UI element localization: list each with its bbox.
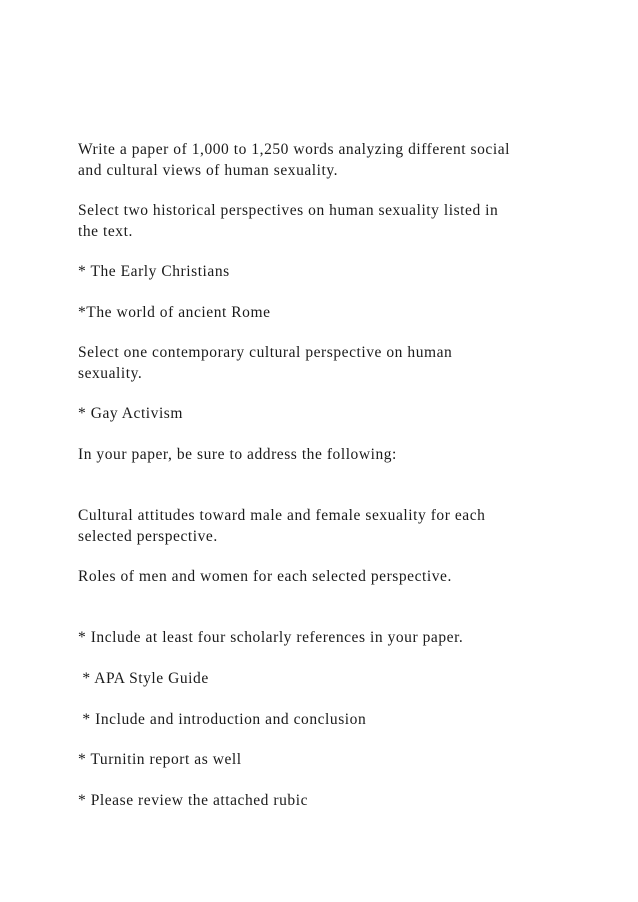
paragraph-address-intro: In your paper, be sure to address the following: xyxy=(78,446,397,463)
bullet-rubric: * Please review the attached rubic xyxy=(78,792,309,809)
bullet-early-christians: * The Early Christians xyxy=(78,263,230,280)
paragraph-3-line-1: Select one contemporary cultural perspective on human xyxy=(78,344,453,361)
paragraph-2-line-2: the text. xyxy=(78,223,133,240)
bullet-gay-activism: * Gay Activism xyxy=(78,405,183,422)
paragraph-1-line-1: Write a paper of 1,000 to 1,250 words analyzing different social xyxy=(78,141,511,158)
paragraph-roles: Roles of men and women for each selected perspective. xyxy=(78,568,452,585)
bullet-turnitin: * Turnitin report as well xyxy=(78,751,242,768)
paragraph-2-line-1: Select two historical perspectives on human sexuality listed in xyxy=(78,202,499,219)
paragraph-4-line-1: Cultural attitudes toward male and female sexuality for each xyxy=(78,507,486,524)
paragraph-1-line-2: and cultural views of human sexuality. xyxy=(78,162,339,179)
paragraph-4-line-2: selected perspective. xyxy=(78,528,218,545)
bullet-scholarly-references: * Include at least four scholarly references in your paper. xyxy=(78,629,464,646)
paragraph-3-line-2: sexuality. xyxy=(78,365,143,382)
bullet-ancient-rome: *The world of ancient Rome xyxy=(78,304,271,321)
bullet-apa-style: * APA Style Guide xyxy=(78,670,209,687)
bullet-intro-conclusion: * Include and introduction and conclusion xyxy=(78,711,367,728)
